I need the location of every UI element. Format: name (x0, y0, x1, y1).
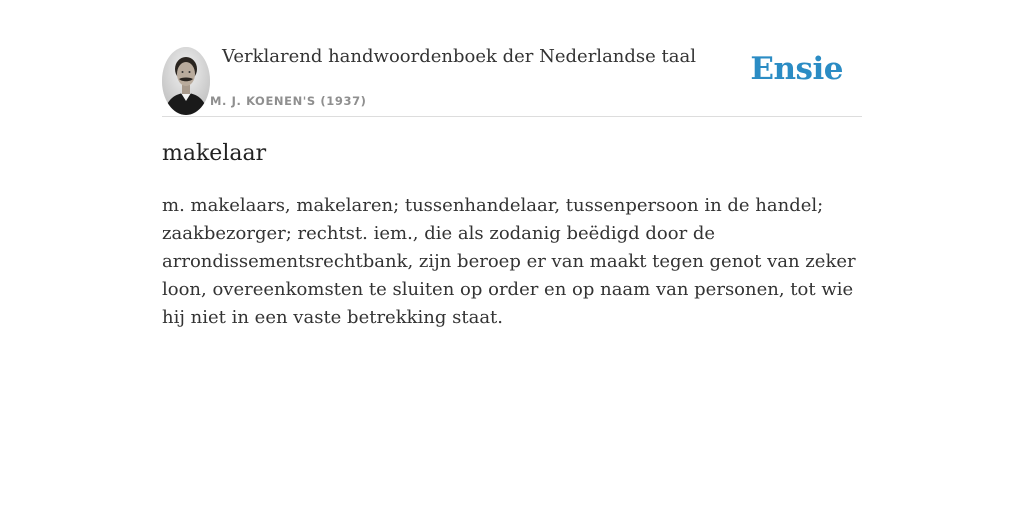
ensie-logo-link[interactable]: Ensie (750, 51, 843, 87)
book-subtitle: M. J. KOENEN'S (1937) (210, 94, 367, 108)
entry-headword: makelaar (162, 141, 267, 166)
book-title: Verklarend handwoordenboek der Nederlandse taal (222, 46, 696, 67)
dictionary-header (162, 44, 862, 117)
author-portrait-icon (162, 47, 210, 115)
entry-definition: m. makelaars, makelaren; tussenhandelaar, tussenpersoon in de handel; zaakbezorger; rechtst. iem., die als zodanig beëdigd door de arrondissementsrechtbank, zijn beroep er van maakt tegen genot van zeker loon, overeenkomsten te sluiten op order en op naam van personen, tot wie hij niet in een vaste betrekking staat. (162, 195, 856, 328)
